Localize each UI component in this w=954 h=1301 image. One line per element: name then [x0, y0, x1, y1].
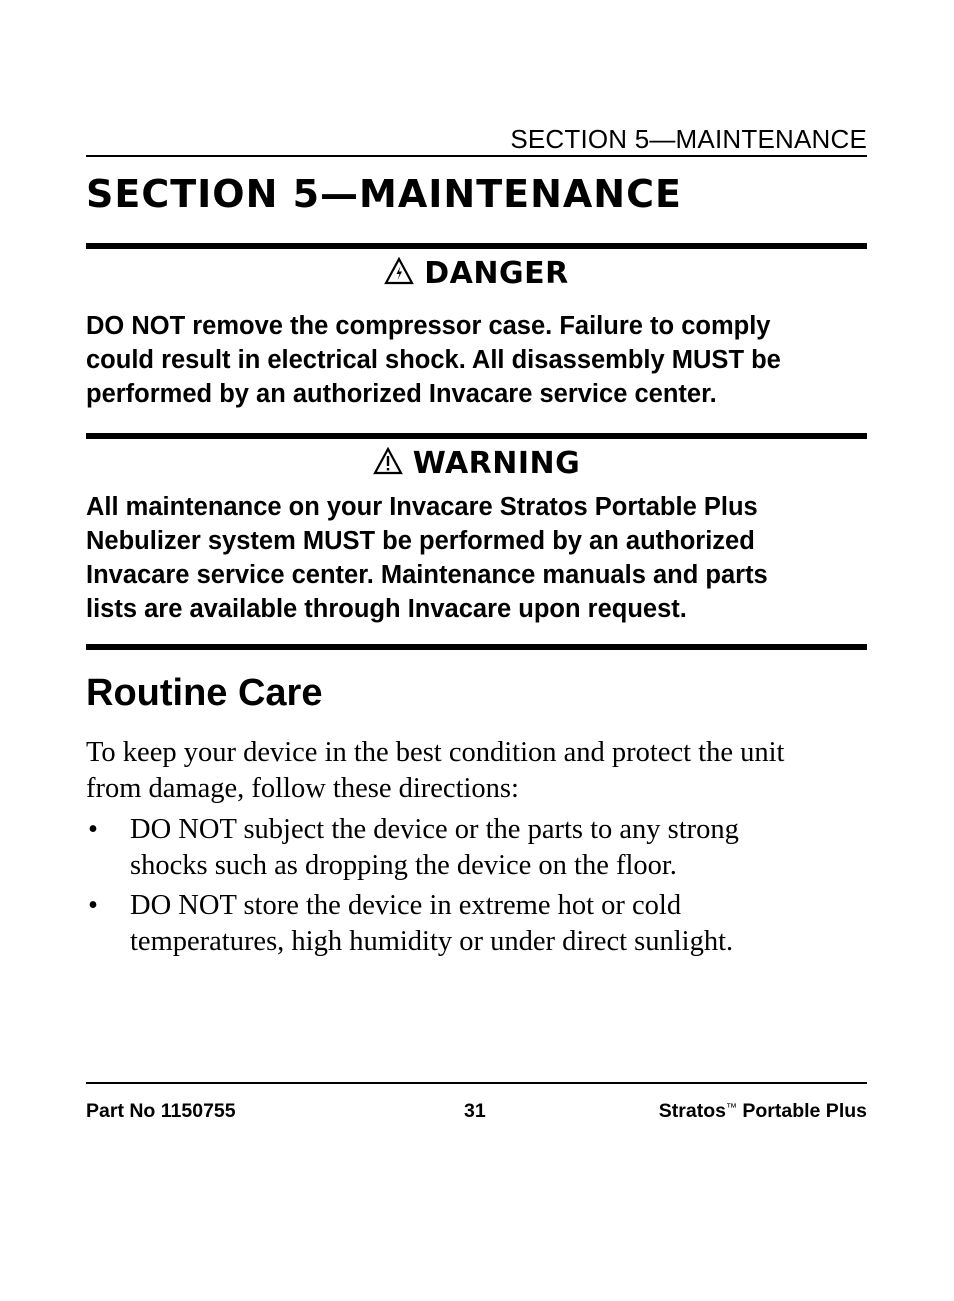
part-number: Part No 1150755: [86, 1100, 236, 1122]
bullet-line: temperatures, high humidity or under direct sunlight.: [130, 925, 734, 957]
warning-line: Nebulizer system MUST be performed by an authorized: [86, 527, 755, 555]
warning-heading: [86, 446, 867, 483]
bullet: •: [88, 814, 98, 845]
warning-top-rule: [86, 433, 867, 439]
warning-line: Invacare service center. Maintenance manuals and parts: [86, 561, 768, 589]
danger-line: could result in electrical shock. All disassembly MUST be: [86, 346, 781, 374]
warning-triangle-icon: [384, 257, 414, 293]
danger-text: [86, 309, 876, 411]
intro-line: To keep your device in the best condition and protect the unit: [86, 737, 785, 768]
warning-text: [86, 490, 876, 626]
routine-care-intro: [86, 735, 876, 806]
danger-top-rule: [86, 243, 867, 249]
danger-heading-label: DANGER: [424, 256, 569, 291]
footer-divider: [86, 1082, 867, 1084]
intro-line: from damage, follow these directions:: [86, 772, 519, 804]
danger-heading: [86, 256, 867, 293]
warning-bottom-rule: [86, 644, 867, 650]
trademark-symbol: ™: [725, 1102, 737, 1114]
header-divider: [86, 155, 867, 157]
product-name-suffix: Portable Plus: [736, 1100, 867, 1122]
danger-line: performed by an authorized Invacare service center.: [86, 380, 717, 408]
product-name-text: Stratos: [658, 1100, 726, 1122]
danger-line: DO NOT remove the compressor case. Failure to comply: [86, 312, 771, 340]
running-header: SECTION 5—MAINTENANCE: [510, 124, 867, 154]
routine-care-heading: Routine Care: [86, 672, 323, 714]
page-title: SECTION 5—MAINTENANCE: [86, 172, 682, 216]
warning-heading-label: WARNING: [412, 446, 581, 481]
warning-line: All maintenance on your Invacare Stratos Portable Plus: [86, 493, 758, 521]
warning-line: lists are available through Invacare upon request.: [86, 595, 687, 623]
bullet-line: DO NOT store the device in extreme hot or cold: [130, 890, 682, 921]
warning-triangle-icon: [373, 447, 403, 483]
product-name: [659, 1100, 867, 1123]
page-number: 31: [464, 1100, 486, 1122]
bullet: •: [88, 890, 98, 921]
bullet-line: shocks such as dropping the device on the floor.: [130, 849, 677, 881]
bullet-line: DO NOT subject the device or the parts to any strong: [130, 814, 739, 845]
